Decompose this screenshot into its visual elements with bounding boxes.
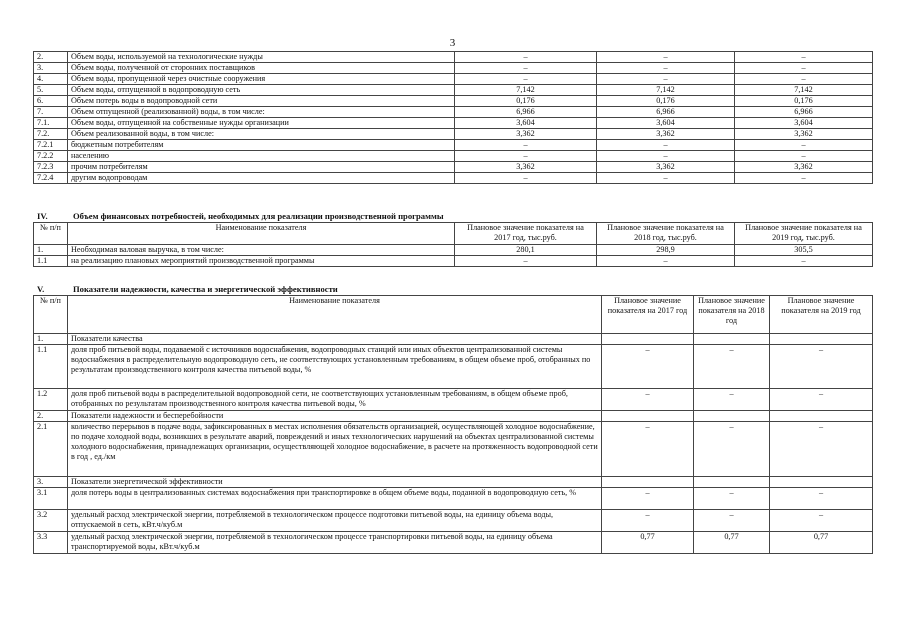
value-2017: – [455, 173, 597, 184]
value-2019: 6,966 [735, 107, 873, 118]
value-2019: 0,176 [735, 96, 873, 107]
indicator-name: Объем воды, отпущенной в водопроводную сеть [68, 85, 455, 96]
value-2019 [770, 411, 873, 422]
table-row [34, 389, 873, 411]
indicator-name: Показатели надежности и бесперебойности [68, 411, 602, 422]
indicator-name: Показатели качества [68, 334, 602, 345]
value-2019: – [770, 488, 873, 510]
financial-needs-table [33, 222, 873, 267]
row-number: 3. [34, 63, 68, 74]
indicator-name: Необходимая валовая выручка, в том числе: [68, 245, 455, 256]
indicator-name: Объем воды, полученной от сторонних поставщиков [68, 63, 455, 74]
row-number: 7.1. [34, 118, 68, 129]
value-2017: – [602, 389, 694, 411]
value-2018: 298,9 [597, 245, 735, 256]
table-header-row [34, 223, 873, 245]
table-row [34, 334, 873, 345]
table-row [34, 422, 873, 477]
value-2019: – [770, 389, 873, 411]
table-row [34, 488, 873, 510]
value-2019: – [735, 74, 873, 85]
column-header: Плановое значение показателя на 2018 год [694, 296, 770, 334]
row-number: 1.1 [34, 345, 68, 389]
value-2017: – [455, 151, 597, 162]
value-2019: – [735, 173, 873, 184]
value-2018 [694, 334, 770, 345]
value-2019: – [770, 510, 873, 532]
value-2018: 6,966 [597, 107, 735, 118]
value-2018: – [597, 151, 735, 162]
value-2018: – [694, 345, 770, 389]
row-number: 3.1 [34, 488, 68, 510]
table-row [34, 129, 873, 140]
value-2019: – [735, 151, 873, 162]
value-2017: – [455, 140, 597, 151]
row-number: 3.3 [34, 532, 68, 554]
table-row [34, 140, 873, 151]
value-2018: 3,362 [597, 129, 735, 140]
indicator-name: Объем воды, используемой на технологические нужды [68, 52, 455, 63]
value-2019: – [735, 63, 873, 74]
value-2017: – [455, 52, 597, 63]
value-2018: 3,362 [597, 162, 735, 173]
table-row [34, 107, 873, 118]
indicator-name: на реализацию плановых мероприятий производственной программы [68, 256, 455, 267]
value-2019: 0,77 [770, 532, 873, 554]
value-2018: 3,604 [597, 118, 735, 129]
section-5-heading [37, 284, 338, 294]
indicator-name: количество перерывов в подаче воды, зафиксированных в местах исполнения обязательств организацией, осуществляющей холодное водоснабжение, по подаче холодной воды, возникших в результате аварий, повреждений и иных технологических нарушений на объектах централизованной системы холодного водоснабжения, принадлежащих организации, осуществляющей холодное водоснабжение, в расчете на протяженность водопроводной сети в год , ед./км [68, 422, 602, 477]
row-number: 6. [34, 96, 68, 107]
column-header: № п/п [34, 296, 68, 334]
value-2019: – [735, 256, 873, 267]
value-2017: 6,966 [455, 107, 597, 118]
value-2017 [602, 477, 694, 488]
section-4-title: Объем финансовых потребностей, необходимых для реализации производственной программы [73, 211, 444, 221]
value-2018: – [597, 63, 735, 74]
indicator-name: Объем воды, отпущенной на собственные нужды организации [68, 118, 455, 129]
column-header: Плановое значение показателя на 2017 год [602, 296, 694, 334]
section-4-heading [37, 211, 444, 221]
row-number: 7.2.1 [34, 140, 68, 151]
value-2017: 3,362 [455, 129, 597, 140]
table-row [34, 162, 873, 173]
value-2018: – [694, 389, 770, 411]
table-row [34, 96, 873, 107]
water-volume-table [33, 51, 873, 184]
value-2017: 0,176 [455, 96, 597, 107]
value-2019 [770, 334, 873, 345]
value-2018: – [597, 173, 735, 184]
indicator-name: Объем отпущенной (реализованной) воды, в том числе: [68, 107, 455, 118]
section-5-number: V. [37, 284, 45, 294]
value-2017: 280,1 [455, 245, 597, 256]
column-header: Плановое значение показателя на 2017 год, тыс.руб. [455, 223, 597, 245]
value-2019: 7,142 [735, 85, 873, 96]
indicator-name: другим водопроводам [68, 173, 455, 184]
value-2017: 7,142 [455, 85, 597, 96]
table-row [34, 411, 873, 422]
value-2019: – [770, 422, 873, 477]
reliability-quality-table [33, 295, 873, 554]
page-number: 3 [449, 37, 456, 49]
value-2018: – [694, 488, 770, 510]
value-2018: – [597, 52, 735, 63]
column-header: Плановое значение показателя на 2019 год [770, 296, 873, 334]
row-number: 2. [34, 411, 68, 422]
value-2017: – [602, 510, 694, 532]
value-2019: – [735, 140, 873, 151]
value-2018: – [694, 510, 770, 532]
row-number: 7.2.4 [34, 173, 68, 184]
row-number: 7.2.3 [34, 162, 68, 173]
column-header: Плановое значение показателя на 2018 год, тыс.руб. [597, 223, 735, 245]
row-number: 1. [34, 334, 68, 345]
value-2017: – [602, 422, 694, 477]
table-row [34, 173, 873, 184]
row-number: 7.2.2 [34, 151, 68, 162]
table-row [34, 477, 873, 488]
indicator-name: удельный расход электрической энергии, потребляемой в технологическом процессе транспортировки питьевой воды, на единицу объема транспортируемой воды, кВт.ч/куб.м [68, 532, 602, 554]
indicator-name: Объем воды, пропущенной через очистные сооружения [68, 74, 455, 85]
indicator-name: доля проб питьевой воды, подаваемой с источников водоснабжения, водопроводных станций или иных объектов централизованной системы водоснабжения в распределительную водопроводную сеть, не соответствующих установленным требованиям, в общем объеме проб, отобранных по результатам производственного контроля качества питьевой воды, % [68, 345, 602, 389]
row-number: 7.2. [34, 129, 68, 140]
row-number: 1. [34, 245, 68, 256]
column-header: Наименование показателя [68, 296, 602, 334]
value-2017: – [455, 256, 597, 267]
value-2019: – [770, 345, 873, 389]
indicator-name: доля потерь воды в централизованных системах водоснабжения при транспортировке в общем объеме воды, поданной в водопроводную сеть, % [68, 488, 602, 510]
value-2018: 7,142 [597, 85, 735, 96]
row-number: 5. [34, 85, 68, 96]
value-2017: – [455, 63, 597, 74]
row-number: 7. [34, 107, 68, 118]
table-row [34, 151, 873, 162]
value-2018 [694, 411, 770, 422]
value-2019: – [735, 52, 873, 63]
column-header: № п/п [34, 223, 68, 245]
row-number: 1.1 [34, 256, 68, 267]
indicator-name: бюджетным потребителям [68, 140, 455, 151]
value-2017: 3,362 [455, 162, 597, 173]
row-number: 2.1 [34, 422, 68, 477]
row-number: 1.2 [34, 389, 68, 411]
column-header: Наименование показателя [68, 223, 455, 245]
row-number: 3. [34, 477, 68, 488]
indicator-name: Объем реализованной воды, в том числе: [68, 129, 455, 140]
section-5-title: Показатели надежности, качества и энергетической эффективности [73, 284, 338, 294]
indicator-name: Показатели энергетической эффективности [68, 477, 602, 488]
value-2018: – [597, 140, 735, 151]
table-row [34, 85, 873, 96]
value-2018: – [694, 422, 770, 477]
value-2018: 0,176 [597, 96, 735, 107]
table-header-row [34, 296, 873, 334]
indicator-name: населению [68, 151, 455, 162]
indicator-name: удельный расход электрической энергии, потребляемой в технологическом процессе подготовки питьевой воды, на единицу объема воды, отпускаемой в сеть, кВт.ч/куб.м [68, 510, 602, 532]
value-2017 [602, 334, 694, 345]
value-2017: – [455, 74, 597, 85]
value-2019: 3,604 [735, 118, 873, 129]
table-row [34, 256, 873, 267]
row-number: 4. [34, 74, 68, 85]
value-2017: 0,77 [602, 532, 694, 554]
table-row [34, 63, 873, 74]
value-2019: 3,362 [735, 129, 873, 140]
value-2018: – [597, 74, 735, 85]
table-row [34, 118, 873, 129]
row-number: 3.2 [34, 510, 68, 532]
section-4-number: IV. [37, 211, 48, 221]
value-2018: – [597, 256, 735, 267]
indicator-name: Объем потерь воды в водопроводной сети [68, 96, 455, 107]
value-2017: – [602, 345, 694, 389]
value-2017: 3,604 [455, 118, 597, 129]
value-2017: – [602, 488, 694, 510]
table-row [34, 245, 873, 256]
table-row [34, 74, 873, 85]
table-row [34, 345, 873, 389]
table-row [34, 52, 873, 63]
indicator-name: прочим потребителям [68, 162, 455, 173]
value-2018 [694, 477, 770, 488]
value-2019: 305,5 [735, 245, 873, 256]
value-2017 [602, 411, 694, 422]
table-row [34, 510, 873, 532]
value-2018: 0,77 [694, 532, 770, 554]
row-number: 2. [34, 52, 68, 63]
indicator-name: доля проб питьевой воды в распределительной водопроводной сети, не соответствующих установленным требованиям, в общем объеме проб, отобранных по результатам производственного контроля качества питьевой воды, % [68, 389, 602, 411]
value-2019: 3,362 [735, 162, 873, 173]
table-row [34, 532, 873, 554]
value-2019 [770, 477, 873, 488]
column-header: Плановое значение показателя на 2019 год, тыс.руб. [735, 223, 873, 245]
